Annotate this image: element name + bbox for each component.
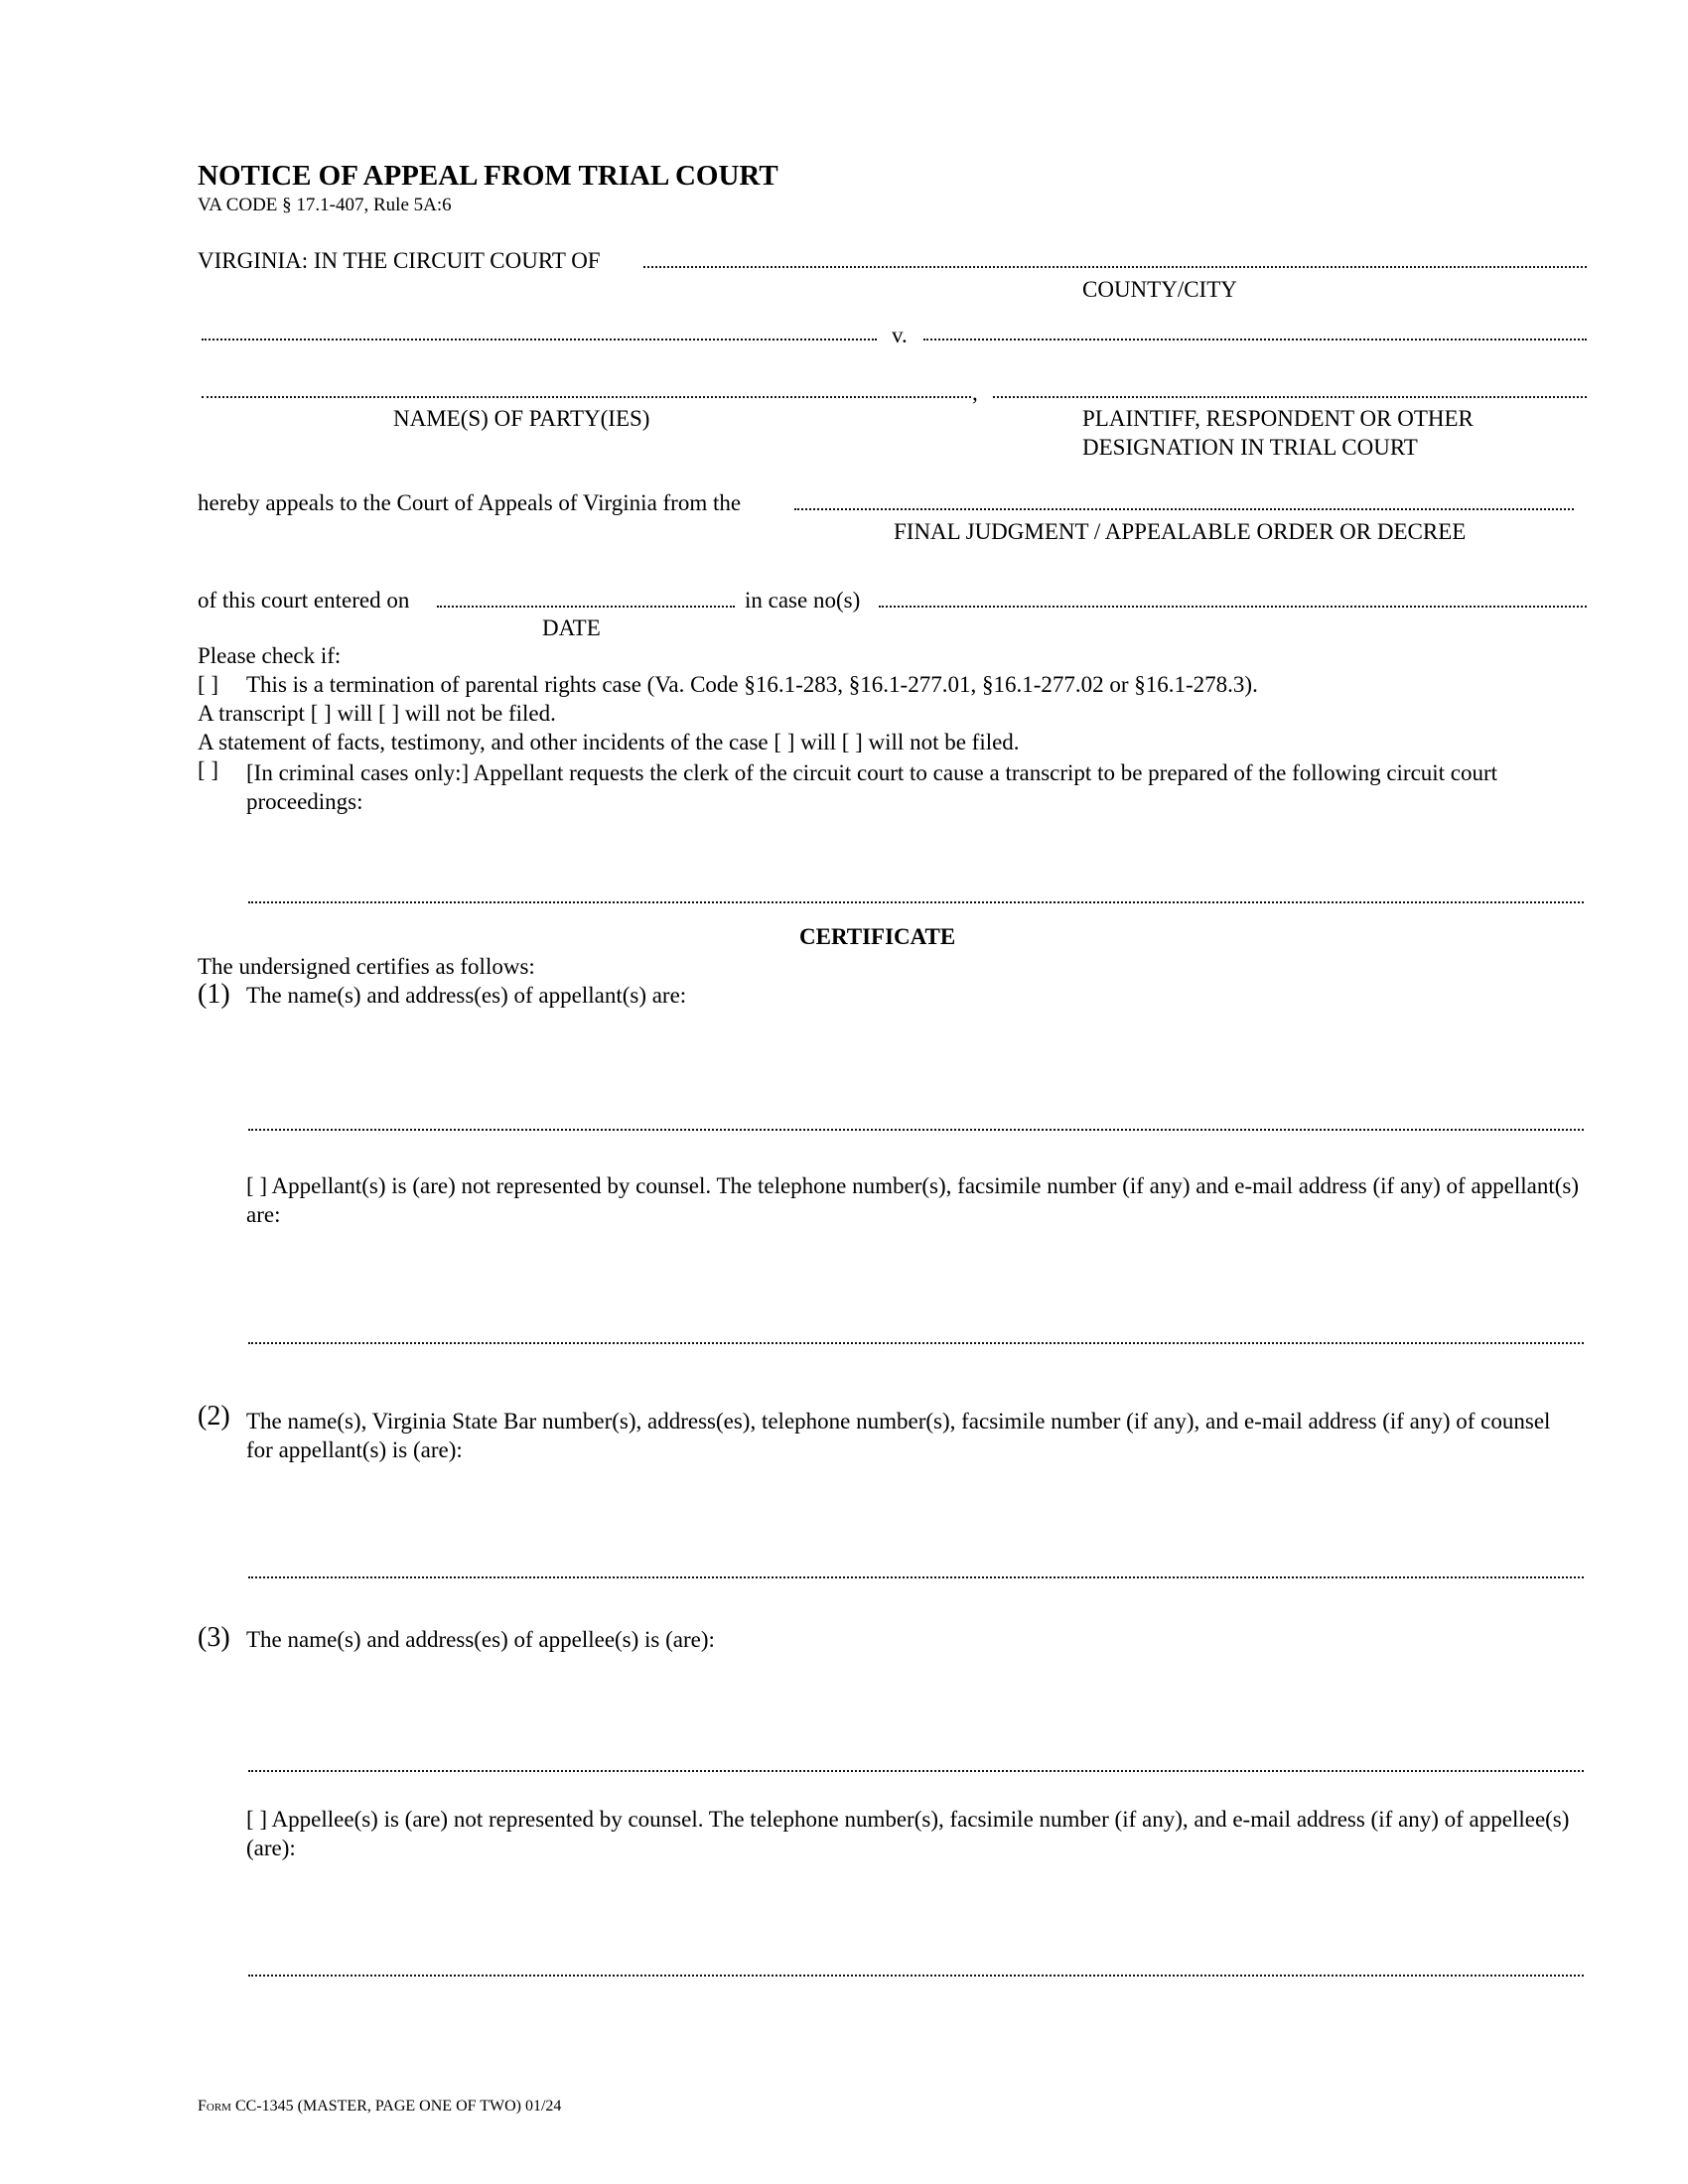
- designation-label-line1: PLAINTIFF, RESPONDENT OR OTHER: [1082, 406, 1474, 431]
- form-word: Form: [198, 2098, 231, 2115]
- designation-field[interactable]: [993, 396, 1587, 398]
- statement-line: A statement of facts, testimony, and other incidents of the case [ ] will [ ] will not be filed.: [198, 730, 1020, 754]
- transcript-line: A transcript [ ] will [ ] will not be filed.: [198, 701, 556, 726]
- appellant-contact-field[interactable]: [248, 1342, 1584, 1344]
- item-2-text: The name(s), Virginia State Bar number(s), address(es), telephone number(s), facsimile number (if any), and e-mail address (if any) of counsel for appellant(s) is (are):: [246, 1409, 1551, 1462]
- party-name-field-3[interactable]: [202, 396, 971, 398]
- form-title: NOTICE OF APPEAL FROM TRIAL COURT: [198, 160, 778, 192]
- appeal-statement: hereby appeals to the Court of Appeals of Virginia from the: [198, 490, 742, 515]
- date-field[interactable]: [437, 606, 735, 608]
- case-number-field[interactable]: [879, 606, 1587, 608]
- versus-label: v.: [892, 323, 908, 347]
- appellee-contact-field[interactable]: [248, 1975, 1584, 1977]
- termination-text: This is a termination of parental rights case (Va. Code §16.1-283, §16.1-277.01, §16.1-277.02 or §16.1-278.3).: [246, 672, 1258, 697]
- termination-checkbox[interactable]: [ ]: [198, 672, 219, 697]
- item-3-text: The name(s) and address(es) of appellee(s) is (are):: [246, 1627, 715, 1652]
- party-name-field-2[interactable]: [923, 339, 1587, 341]
- comma-separator: ,: [972, 380, 978, 405]
- criminal-checkbox[interactable]: [ ]: [198, 757, 219, 782]
- judgment-field[interactable]: [794, 508, 1574, 510]
- certificate-intro: The undersigned certifies as follows:: [198, 954, 535, 979]
- form-number: CC-1345 (MASTER, PAGE ONE OF TWO) 01/24: [234, 2098, 562, 2115]
- appellee-address-field[interactable]: [248, 1770, 1584, 1772]
- judgment-label: FINAL JUDGMENT / APPEALABLE ORDER OR DECREE: [894, 519, 1467, 544]
- statute-reference: VA CODE § 17.1-407, Rule 5A:6: [198, 195, 452, 215]
- appellant-no-counsel-text: [ ] Appellant(s) is (are) not represented by counsel. The telephone number(s), facsimile number (if any) and e-mail address (if any) of appellant(s) are:: [246, 1173, 1580, 1227]
- county-city-label: COUNTY/CITY: [1082, 277, 1237, 302]
- party-names-label: NAME(S) OF PARTY(IES): [393, 406, 650, 431]
- please-check-label: Please check if:: [198, 643, 342, 668]
- designation-label-line2: DESIGNATION IN TRIAL COURT: [1082, 435, 1418, 460]
- appellee-no-counsel-text: [ ] Appellee(s) is (are) not represented by counsel. The telephone number(s), facsimile number (if any), and e-mail address (if any) of appellee(s) (are):: [246, 1807, 1570, 1860]
- appellant-address-field[interactable]: [248, 1129, 1584, 1131]
- party-name-field-1[interactable]: [202, 339, 877, 341]
- counsel-info-field[interactable]: [248, 1576, 1584, 1578]
- entered-on-label: of this court entered on: [198, 588, 410, 613]
- certificate-heading: CERTIFICATE: [799, 924, 956, 949]
- case-number-label: in case no(s): [745, 588, 861, 613]
- item-3-number: (3): [198, 1622, 230, 1653]
- criminal-transcript-text: [In criminal cases only:] Appellant requests the clerk of the circuit court to cause a transcript to be prepared of the following circuit court proceedings:: [246, 760, 1498, 814]
- item-1-text: The name(s) and address(es) of appellant(s) are:: [246, 983, 687, 1008]
- date-label: DATE: [542, 615, 601, 640]
- proceedings-field[interactable]: [248, 901, 1584, 903]
- item-2-number: (2): [198, 1401, 230, 1432]
- item-1-number: (1): [198, 979, 230, 1010]
- circuit-court-field[interactable]: [643, 266, 1587, 268]
- form-footer: [198, 2099, 561, 2115]
- court-label: VIRGINIA: IN THE CIRCUIT COURT OF: [198, 248, 601, 273]
